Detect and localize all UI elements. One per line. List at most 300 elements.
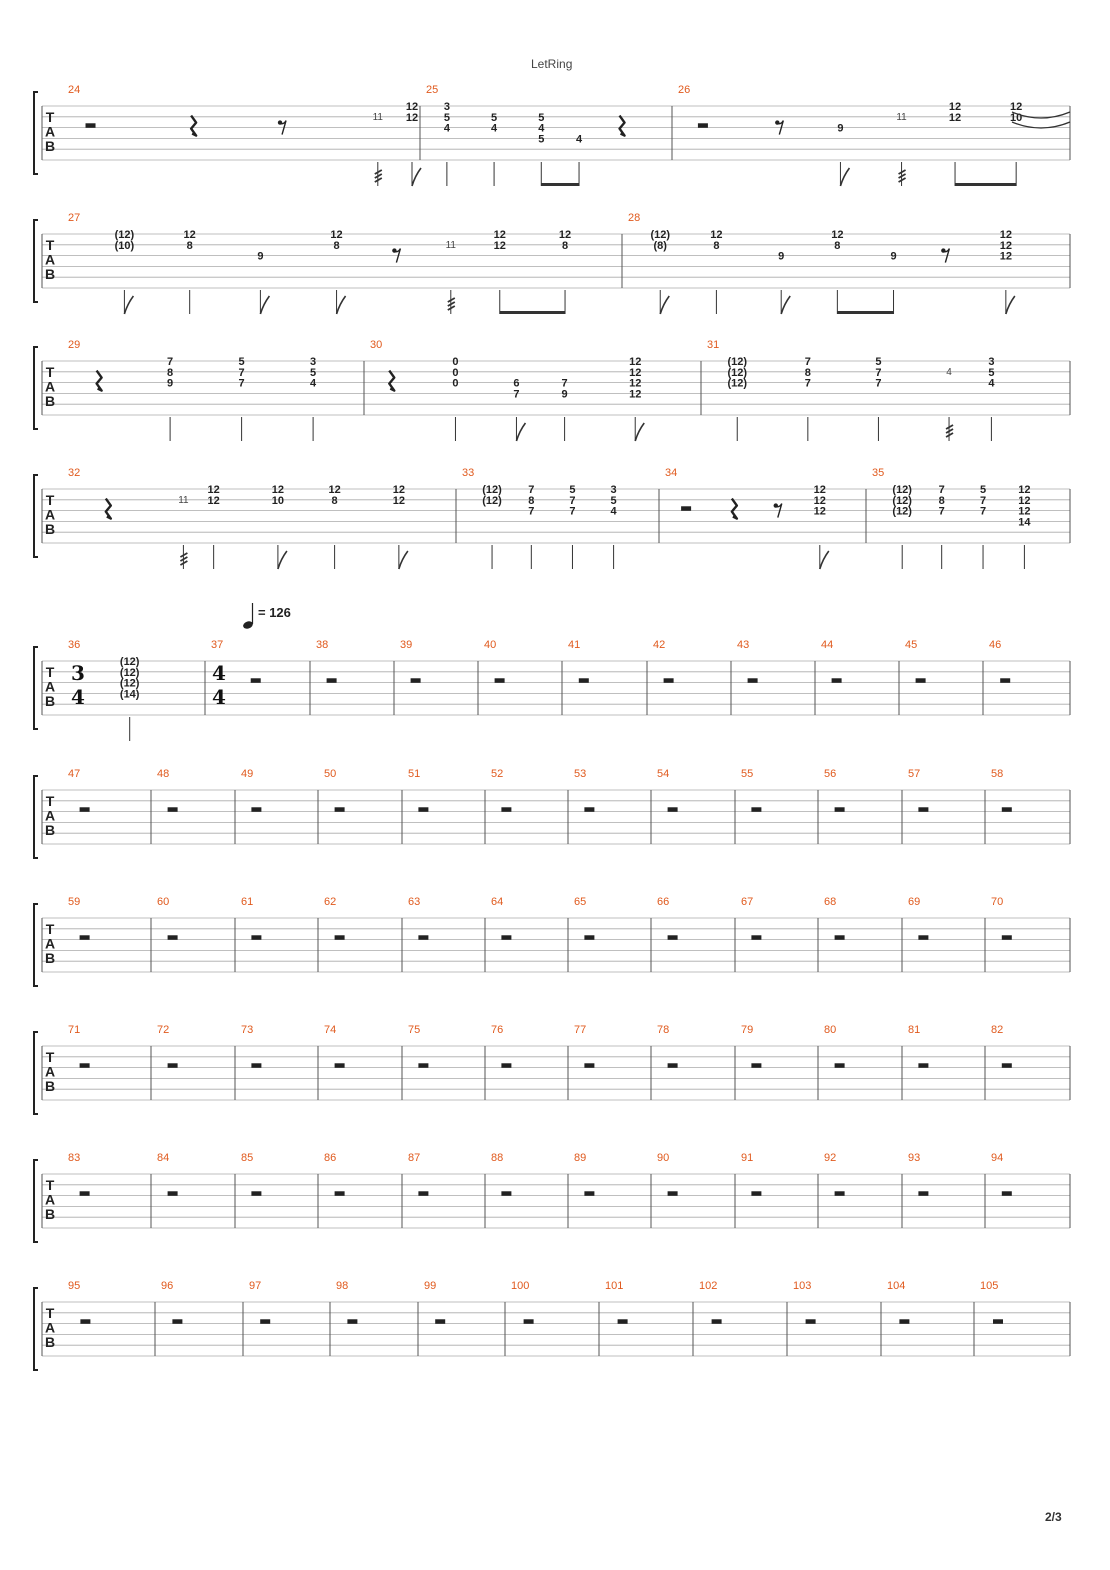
measure-number: 57: [908, 768, 921, 780]
fret-number: 7: [875, 377, 882, 390]
whole-rest: [251, 678, 261, 683]
whole-rest: [347, 1319, 357, 1324]
whole-rest: [668, 807, 678, 812]
whole-rest: [168, 1063, 178, 1068]
measure-number: 66: [657, 896, 670, 908]
tab-clef-letter: T: [45, 364, 55, 380]
measure-number: 95: [68, 1280, 81, 1292]
tab-clef-letter: B: [44, 393, 56, 409]
note-stem: [516, 417, 525, 441]
whole-rest: [584, 1191, 594, 1196]
quarter-rest: [620, 116, 625, 136]
fret-number: 5: [310, 366, 317, 379]
fret-number: 7: [804, 377, 811, 390]
let-ring-label: LetRing: [531, 57, 573, 71]
fret-number: 12: [183, 229, 196, 241]
measure-number: 50: [324, 768, 337, 780]
fret-number: (12): [119, 656, 140, 668]
measure-number: 61: [241, 896, 254, 908]
fret-number: 4: [988, 377, 995, 390]
measure-number: 97: [249, 1280, 262, 1292]
staff-system: [34, 1152, 1070, 1242]
measure-number: 92: [824, 1152, 837, 1164]
whole-rest: [418, 935, 428, 940]
whole-rest: [835, 807, 845, 812]
fret-number: 9: [778, 250, 785, 263]
whole-rest: [335, 1063, 345, 1068]
note-stem: [399, 545, 408, 569]
measure-number: 74: [324, 1024, 337, 1036]
measure-number: 88: [491, 1152, 504, 1164]
whole-rest: [251, 807, 261, 812]
whole-rest: [327, 678, 337, 683]
quarter-rest: [389, 371, 394, 391]
whole-rest: [495, 678, 505, 683]
whole-rest: [80, 1191, 90, 1196]
measure-number: 45: [905, 639, 918, 651]
fret-number: (8): [653, 239, 667, 252]
whole-rest: [1002, 1191, 1012, 1196]
fret-number: 8: [186, 239, 193, 252]
system-bracket: [34, 776, 38, 858]
fret-number: 8: [713, 239, 720, 252]
measure-number: 101: [605, 1280, 624, 1292]
fret-number: (12): [892, 494, 912, 507]
measure-number: 99: [424, 1280, 437, 1292]
fret-number: 12: [330, 229, 343, 241]
whole-rest: [260, 1319, 270, 1324]
whole-rest: [435, 1319, 445, 1324]
fret-number: 7: [804, 356, 811, 368]
whole-rest: [168, 935, 178, 940]
measure-number: 52: [491, 768, 504, 780]
tab-clef-letter: A: [44, 378, 56, 395]
whole-rest: [751, 807, 761, 812]
system-bracket: [34, 1160, 38, 1242]
fret-number: 12: [207, 494, 220, 507]
half-rest: [681, 506, 691, 511]
tab-clef-letter: B: [44, 1206, 56, 1222]
half-rest: [698, 123, 708, 128]
fret-number: 7: [528, 505, 535, 518]
measure-number: 104: [887, 1280, 906, 1292]
measure-number: 80: [824, 1024, 837, 1036]
half-rest: [86, 123, 96, 128]
whole-rest: [918, 1191, 928, 1196]
measure-number: 79: [741, 1024, 754, 1036]
fret-number: 10: [1010, 111, 1023, 124]
note-stem: [412, 162, 421, 186]
staff-system: [34, 467, 1070, 557]
whole-rest: [918, 935, 928, 940]
system-bracket: [34, 92, 38, 174]
measure-number: 40: [484, 639, 497, 651]
measure-number: 59: [68, 896, 81, 908]
fret-number: 5: [238, 356, 245, 368]
note-stem: [180, 545, 187, 569]
fret-number: 8: [938, 494, 945, 507]
whole-rest: [1002, 807, 1012, 812]
measure-number: 65: [574, 896, 587, 908]
fret-number: 7: [875, 366, 882, 379]
measure-number: 70: [991, 896, 1004, 908]
fret-number: 12: [999, 250, 1012, 263]
whole-rest: [524, 1319, 534, 1324]
whole-rest: [251, 935, 261, 940]
note-stem: [660, 290, 669, 314]
measure-number: 25: [426, 84, 439, 96]
whole-rest: [916, 678, 926, 683]
fret-number: 9: [257, 250, 264, 263]
measure-number: 100: [511, 1280, 530, 1292]
tab-clef-letter: T: [45, 492, 55, 508]
tab-clef-letter: A: [44, 807, 56, 824]
tab-clef-letter: B: [44, 138, 56, 154]
fret-number: 5: [538, 133, 545, 146]
fret-number: 7: [513, 388, 520, 401]
whole-rest: [1000, 678, 1010, 683]
measure-number: 28: [628, 212, 641, 224]
note-beam: [955, 183, 1016, 186]
whole-rest: [251, 1191, 261, 1196]
tab-clef-letter: A: [44, 935, 56, 952]
measure-number: 67: [741, 896, 754, 908]
fret-number: 6: [513, 377, 520, 390]
measure-number: 54: [657, 768, 670, 780]
tab-clef-letter: B: [44, 266, 56, 282]
quarter-rest: [106, 499, 111, 519]
fret-number: (12): [892, 505, 912, 518]
whole-rest: [899, 1319, 909, 1324]
fret-number: 8: [167, 366, 174, 379]
measure-number: 39: [400, 639, 413, 651]
whole-rest: [668, 1191, 678, 1196]
fret-number: (12): [119, 677, 140, 690]
tab-clef-letter: A: [44, 1191, 56, 1208]
whole-rest: [579, 678, 589, 683]
fret-number: 7: [938, 484, 945, 496]
measure-number: 31: [707, 339, 720, 351]
note-stem: [781, 290, 790, 314]
fret-number: 5: [610, 494, 617, 507]
whole-rest: [80, 935, 90, 940]
fret-number: 8: [561, 239, 569, 252]
fret-number: (12): [892, 484, 912, 496]
measure-number: 73: [241, 1024, 254, 1036]
note-stem: [1006, 290, 1015, 314]
fret-number: 12: [207, 484, 220, 496]
fret-number: 4: [538, 122, 545, 135]
quarter-rest: [97, 371, 102, 391]
note-beam: [541, 183, 579, 186]
grace-fret-number: 4: [946, 367, 952, 378]
fret-number: 5: [875, 356, 882, 368]
measure-number: 49: [241, 768, 254, 780]
measure-number: 37: [211, 639, 224, 651]
whole-rest: [832, 678, 842, 683]
fret-number: 7: [938, 505, 945, 518]
system-bracket: [34, 1288, 38, 1370]
whole-rest: [664, 678, 674, 683]
fret-number: 12: [405, 111, 419, 124]
whole-rest: [584, 807, 594, 812]
fret-number: 12: [1018, 484, 1031, 496]
fret-number: 12: [493, 239, 506, 252]
whole-rest: [835, 1191, 845, 1196]
time-signature-bottom: 4: [212, 685, 226, 709]
staff-system: [34, 768, 1070, 858]
tab-clef-letter: A: [44, 678, 56, 695]
tab-clef-letter: B: [44, 822, 56, 838]
fret-number: 7: [238, 377, 245, 390]
measure-number: 86: [324, 1152, 337, 1164]
page-number: 2/3: [1045, 1510, 1062, 1524]
note-stem: [840, 162, 849, 186]
measure-number: 82: [991, 1024, 1004, 1036]
fret-number: 0: [452, 366, 459, 379]
tab-clef-letter: B: [44, 693, 56, 709]
time-signature-bottom: 4: [71, 685, 85, 709]
fret-number: 12: [328, 484, 341, 496]
fret-number: 7: [569, 505, 576, 518]
fret-number: 9: [167, 377, 174, 390]
fret-number: 12: [1010, 101, 1023, 113]
measure-number: 71: [68, 1024, 81, 1036]
fret-number: 7: [528, 484, 535, 496]
whole-rest: [584, 1063, 594, 1068]
fret-number: 5: [979, 484, 987, 496]
whole-rest: [335, 1191, 345, 1196]
fret-number: 7: [167, 356, 174, 368]
grace-fret-number: 11: [896, 112, 907, 123]
measure-number: 43: [737, 639, 750, 651]
grace-fret-number: 11: [372, 112, 383, 123]
grace-fret-number: 11: [445, 240, 456, 251]
fret-number: (12): [114, 229, 135, 241]
fret-number: 3: [443, 101, 450, 113]
fret-number: 5: [538, 111, 545, 124]
tempo-marking: [242, 603, 291, 630]
whole-rest: [835, 935, 845, 940]
measure-number: 55: [741, 768, 754, 780]
fret-number: 12: [1018, 505, 1031, 518]
measure-number: 75: [408, 1024, 421, 1036]
fret-number: 12: [493, 229, 506, 241]
note-stem: [337, 290, 346, 314]
tab-clef-letter: T: [45, 109, 55, 125]
tab-clef-letter: B: [44, 950, 56, 966]
measure-number: 89: [574, 1152, 587, 1164]
fret-number: 8: [834, 239, 841, 252]
fret-number: 9: [890, 250, 897, 263]
time-signature-top: 3: [71, 661, 85, 685]
whole-rest: [751, 1191, 761, 1196]
fret-number: 4: [491, 122, 498, 135]
fret-number: 5: [443, 111, 450, 124]
quarter-rest: [732, 499, 737, 519]
fret-number: 9: [561, 388, 568, 401]
measure-number: 32: [68, 467, 81, 479]
fret-number: 12: [392, 484, 405, 496]
fret-number: 12: [831, 229, 844, 241]
system-bracket: [34, 904, 38, 986]
whole-rest: [168, 1191, 178, 1196]
whole-rest: [168, 807, 178, 812]
system-bracket: [34, 1032, 38, 1114]
whole-rest: [1002, 935, 1012, 940]
tab-clef-letter: B: [44, 1078, 56, 1094]
system-bracket: [34, 220, 38, 302]
note-beam: [837, 311, 893, 314]
fret-number: 12: [999, 239, 1012, 252]
measure-number: 36: [68, 639, 81, 651]
measure-number: 30: [370, 339, 383, 351]
fret-number: 3: [610, 484, 617, 496]
whole-rest: [618, 1319, 628, 1324]
tab-clef-letter: B: [44, 521, 56, 537]
note-stem: [375, 162, 382, 186]
fret-number: 10: [271, 494, 285, 507]
tab-clef-letter: B: [44, 1334, 56, 1350]
system-bracket: [34, 347, 38, 429]
tab-clef-letter: A: [44, 251, 56, 268]
fret-number: 4: [610, 505, 617, 518]
fret-number: 7: [238, 366, 245, 379]
measure-number: 33: [462, 467, 475, 479]
whole-rest: [584, 935, 594, 940]
measure-number: 48: [157, 768, 170, 780]
measure-number: 76: [491, 1024, 504, 1036]
fret-number: 8: [331, 494, 338, 507]
tab-clef-letter: T: [45, 237, 55, 253]
measure-number: 72: [157, 1024, 170, 1036]
whole-rest: [748, 678, 758, 683]
whole-rest: [501, 807, 511, 812]
whole-rest: [918, 1063, 928, 1068]
whole-rest: [411, 678, 421, 683]
measure-number: 90: [657, 1152, 670, 1164]
tab-clef-letter: A: [44, 506, 56, 523]
measure-number: 87: [408, 1152, 421, 1164]
fret-number: 0: [452, 377, 459, 390]
measure-number: 83: [68, 1152, 81, 1164]
whole-rest: [751, 935, 761, 940]
measure-number: 51: [408, 768, 421, 780]
measure-number: 64: [491, 896, 504, 908]
note-stem: [946, 417, 953, 441]
measure-number: 85: [241, 1152, 254, 1164]
tab-clef-letter: T: [45, 664, 55, 680]
staff-system: [34, 339, 1070, 429]
fret-number: 5: [988, 366, 995, 379]
fret-number: 8: [333, 239, 340, 252]
fret-number: 12: [558, 229, 572, 241]
measure-number: 58: [991, 768, 1004, 780]
tab-clef-letter: A: [44, 123, 56, 140]
whole-rest: [335, 935, 345, 940]
measure-number: 53: [574, 768, 587, 780]
fret-number: (12): [650, 229, 671, 241]
whole-rest: [80, 807, 90, 812]
time-signature-top: 4: [212, 661, 226, 685]
whole-rest: [501, 1191, 511, 1196]
note-stem: [124, 290, 133, 314]
whole-rest: [918, 807, 928, 812]
tab-clef-letter: T: [45, 1049, 55, 1065]
fret-number: 5: [491, 111, 498, 124]
whole-rest: [1002, 1063, 1012, 1068]
fret-number: (14): [119, 688, 140, 701]
fret-number: (12): [727, 377, 748, 390]
tempo-value: = 126: [258, 605, 291, 620]
whole-rest: [80, 1063, 90, 1068]
tab-clef-letter: T: [45, 1305, 55, 1321]
fret-number: 7: [979, 494, 987, 507]
measure-number: 42: [653, 639, 666, 651]
measure-number: 41: [568, 639, 581, 651]
fret-number: 12: [999, 229, 1012, 241]
measure-number: 24: [68, 84, 81, 96]
fret-number: (12): [482, 494, 502, 507]
fret-number: 12: [629, 388, 642, 401]
fret-number: (12): [482, 484, 502, 496]
fret-number: 3: [988, 356, 995, 368]
fret-number: 12: [948, 101, 962, 113]
measure-number: 103: [793, 1280, 812, 1292]
system-bracket: [34, 647, 38, 729]
whole-rest: [251, 1063, 261, 1068]
measure-number: 35: [872, 467, 885, 479]
fret-number: 12: [813, 484, 826, 496]
fret-number: 9: [837, 122, 844, 135]
fret-number: 12: [813, 505, 826, 518]
fret-number: 7: [561, 377, 568, 390]
fret-number: (12): [119, 666, 140, 679]
note-stem: [260, 290, 269, 314]
whole-rest: [712, 1319, 722, 1324]
whole-rest: [80, 1319, 90, 1324]
measure-number: 56: [824, 768, 837, 780]
measure-number: 44: [821, 639, 834, 651]
fret-number: 12: [405, 101, 419, 113]
measure-number: 91: [741, 1152, 754, 1164]
note-stem: [820, 545, 829, 569]
measure-number: 94: [991, 1152, 1004, 1164]
whole-rest: [806, 1319, 816, 1324]
fret-number: (10): [114, 239, 135, 252]
measure-number: 93: [908, 1152, 921, 1164]
measure-number: 77: [574, 1024, 587, 1036]
system-bracket: [34, 475, 38, 557]
fret-number: 12: [392, 494, 405, 507]
note-beam: [500, 311, 565, 314]
fret-number: 12: [710, 229, 723, 241]
whole-rest: [335, 807, 345, 812]
fret-number: 12: [1018, 494, 1031, 507]
fret-number: 12: [948, 111, 962, 124]
measure-number: 96: [161, 1280, 174, 1292]
measure-number: 63: [408, 896, 421, 908]
measure-number: 78: [657, 1024, 670, 1036]
note-stem: [899, 162, 906, 186]
fret-number: 12: [629, 366, 642, 379]
fret-number: 12: [271, 484, 285, 496]
whole-rest: [501, 935, 511, 940]
fret-number: 4: [310, 377, 317, 390]
tab-clef-letter: T: [45, 1177, 55, 1193]
measure-number: 27: [68, 212, 81, 224]
measure-number: 60: [157, 896, 170, 908]
